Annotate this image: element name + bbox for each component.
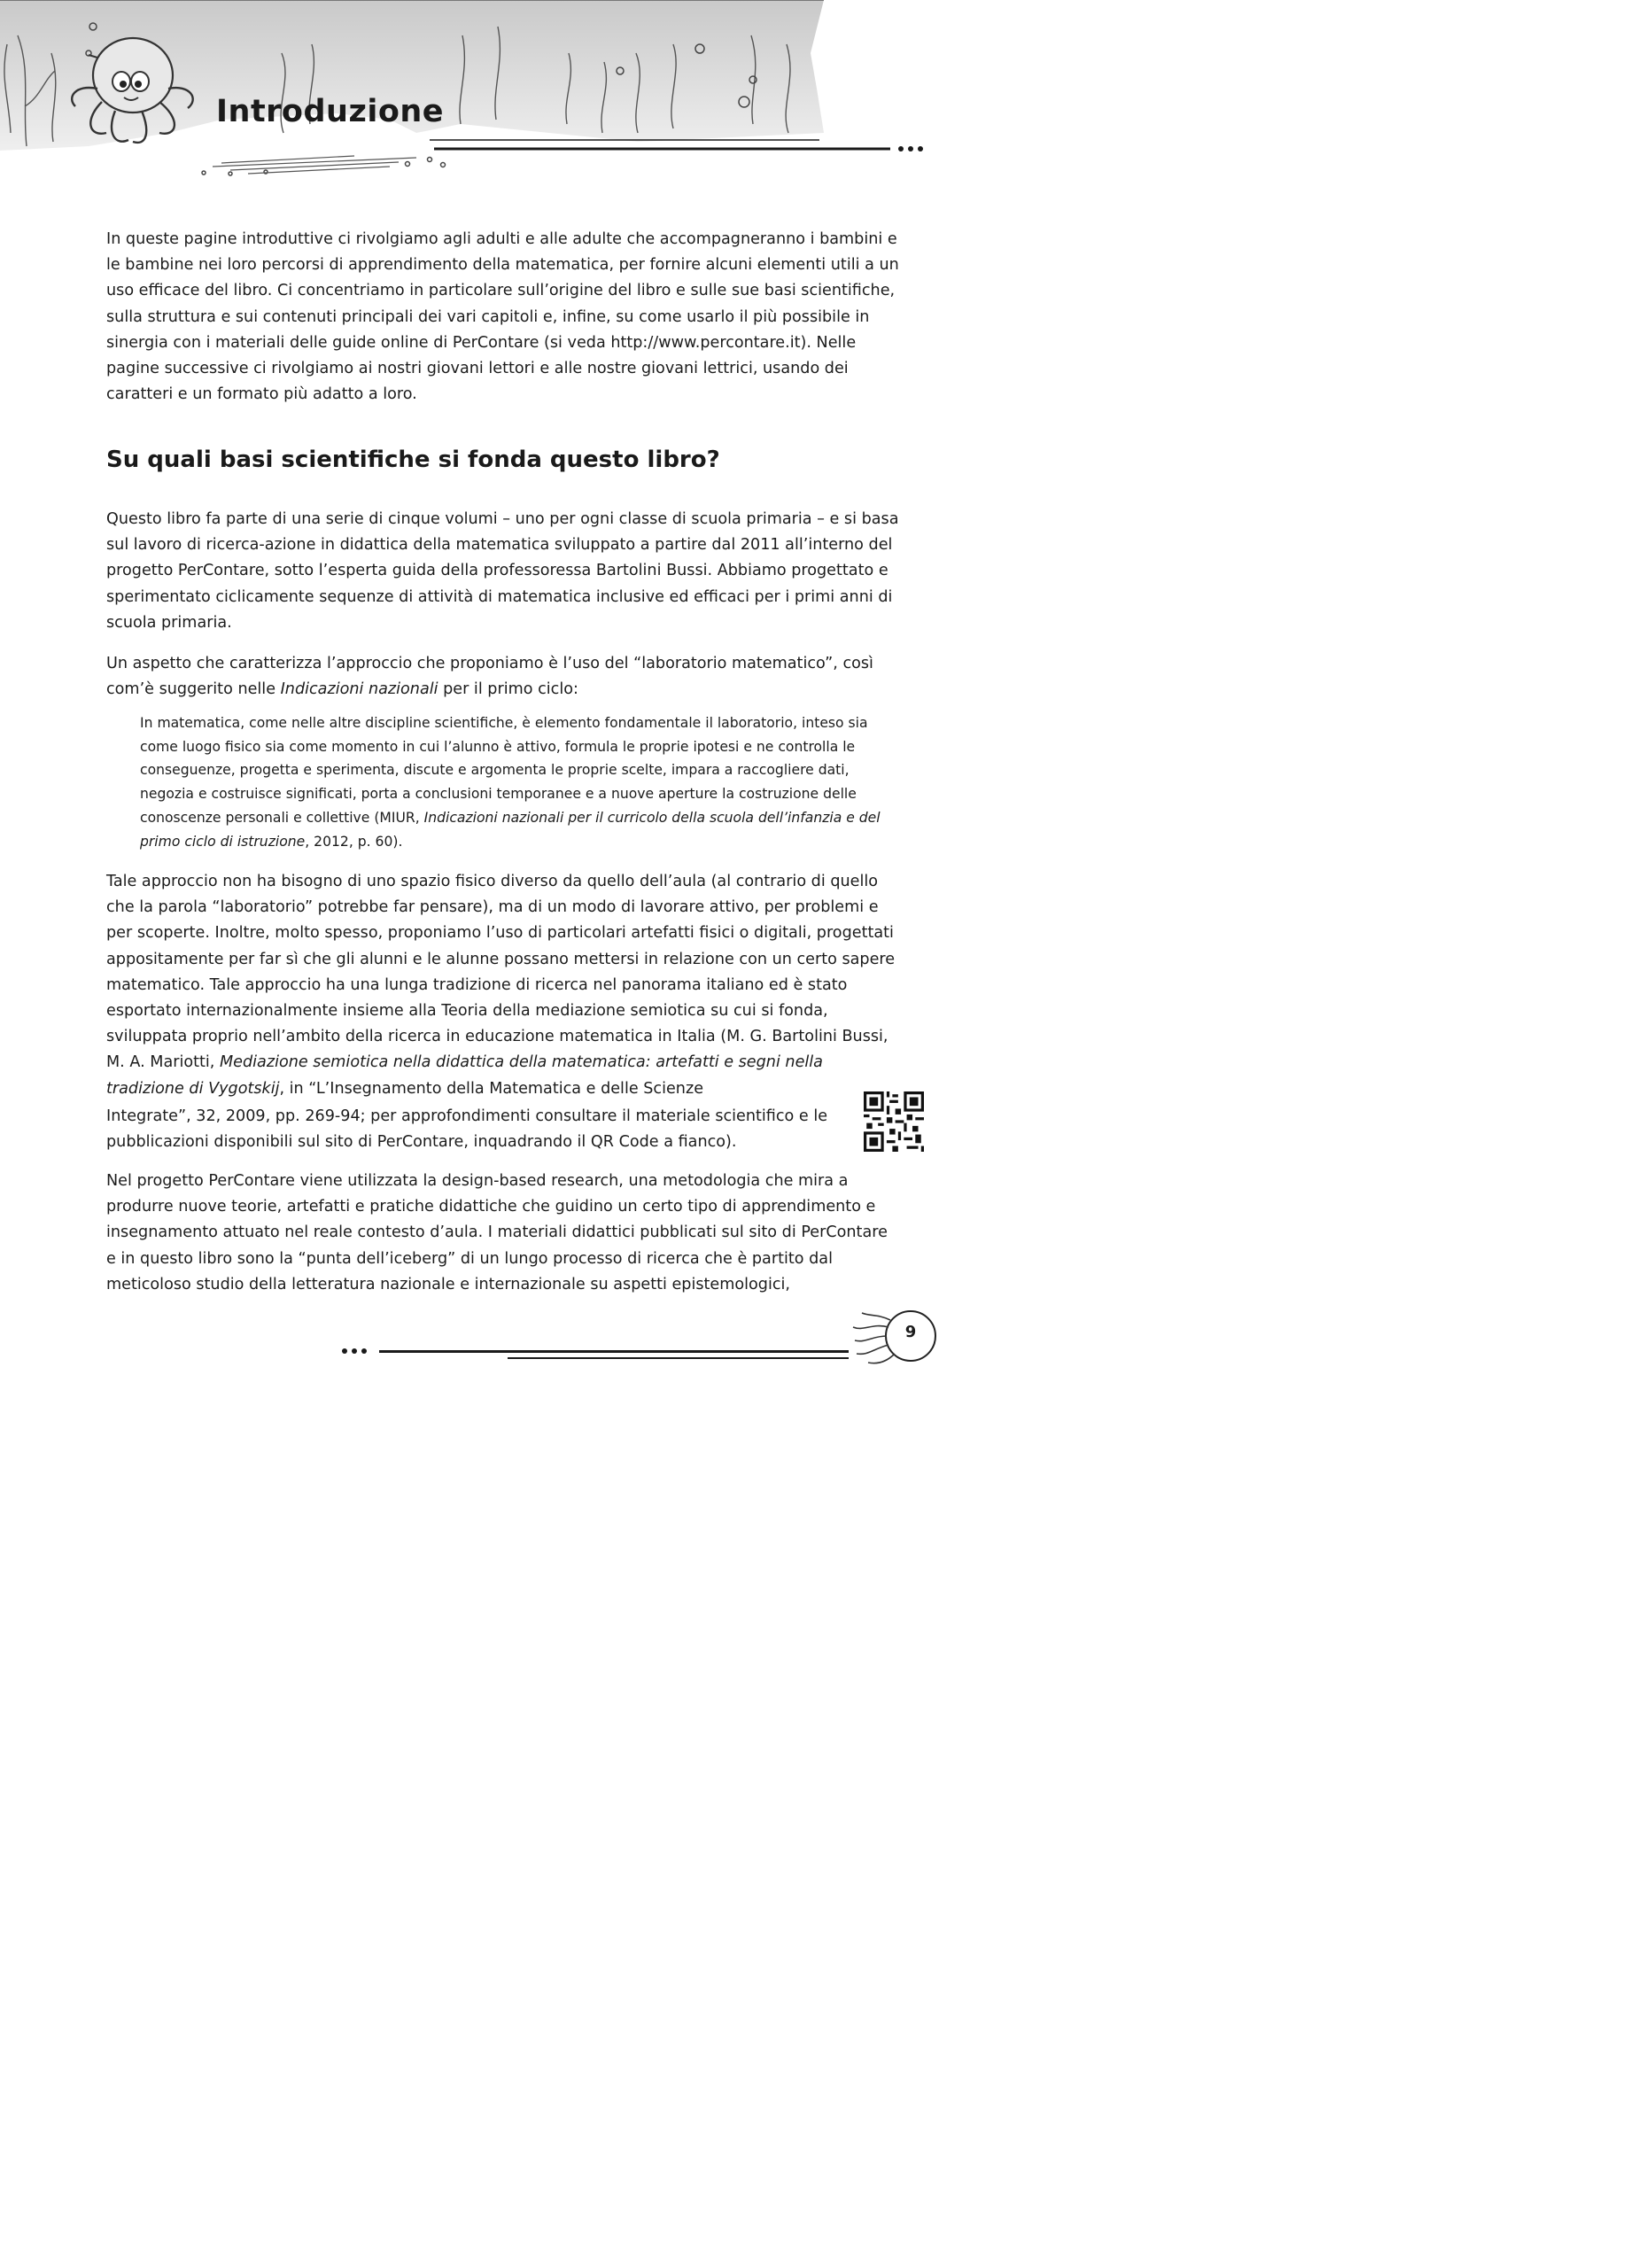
body-paragraph-3-tail: Integrate”, 32, 2009, pp. 269-94; per approfondimenti consultare il materiale scientifico e le pubblicazioni disponibili sul sito di PerContare, inquadrando il QR Code a fianco). xyxy=(106,1107,828,1152)
body-paragraph-4: Nel progetto PerContare viene utilizzata la design-based research, una metodologia che mira a produrre nuove teorie, artefatti e pratiche didattiche che guidino un certo tipo di apprendimento e insegnamento attuato nel reale contesto d’aula. I materiali didattici pubblicati sul sito di PerContare e in questo libro sono la “punta dell’iceberg” di un lungo processo di ricerca che è partito dal meticoloso studio della letteratura nazionale e internazionale su aspetti epistemologici, xyxy=(106,1172,888,1293)
quote-text-end: , 2012, p. 60). xyxy=(305,833,403,850)
p2-text-end: per il primo ciclo: xyxy=(438,680,578,699)
chapter-title: Introduzione xyxy=(216,94,445,129)
p3-text-mid: , in “L’Insegnamento della Matematica e delle Scienze xyxy=(279,1079,704,1098)
intro-paragraph: In queste pagine introduttive ci rivolgiamo agli adulti e alle adulte che accompagneranno i bambini e le bambine nei loro percorsi di apprendimento della matematica, per fornire alcuni elementi utili a un uso efficace del libro. Ci concentriamo in particolare sull’origine del libro e sulle sue basi scientifiche, sulla struttura e sui contenuti principali dei vari capitoli e, infine, su come usarlo il più possibile in sinergia con i materiali delle guide online di PerContare (si veda http://www.percontare.it). Nelle pagine successive ci rivolgiamo ai nostri giovani lettori e alle nostre giovani lettrici, usando dei caratteri e un formato più adatto a loro. xyxy=(106,230,899,404)
body-paragraph-1: Questo libro fa parte di una serie di cinque volumi – uno per ogni classe di scuola primaria – e si basa sul lavoro di ricerca-azione in didattica della matematica sviluppato a partire dal 2011 all’interno del progetto PerContare, sotto l’esperta guida della professoressa Bartolini Bussi. Abbiamo progettato e sperimentato ciclicamente sequenze di attività di matematica inclusive ed efficaci per i primi anni di scuola primaria. xyxy=(106,510,899,632)
block-quote xyxy=(140,711,902,853)
p3-italic: Mediazione semiotica nella didattica della matematica: artefatti e segni nella tradizione di Vygotskij xyxy=(106,1053,823,1098)
footer-rule-secondary xyxy=(508,1357,849,1359)
p2-italic: Indicazioni nazionali xyxy=(280,680,438,699)
section-heading: Su quali basi scientifiche si fonda questo libro? xyxy=(106,447,720,473)
p3-text: Tale approccio non ha bisogno di uno spazio fisico diverso da quello dell’aula (al contrario di quello che la parola “laboratorio” potrebbe far pensare), ma di un modo di lavorare attivo, per problemi e per scoperte. Inoltre, molto spesso, proponiamo l’uso di particolari artefatti fisici o digitali, progettati appositamente per far sì che gli alunni e le alunne possano mettersi in relazione con un certo sapere matematico. Tale approccio ha una lunga tradizione di ricerca nel panorama italiano ed è stato esportato internazionalmente insieme alla Teoria della mediazione semiotica su cui si fonda, sviluppata proprio nell’ambito della ricerca in educazione matematica in Italia (M. G. Bartolini Bussi, M. A. Mariotti, xyxy=(106,873,896,1072)
quote-text: In matematica, come nelle altre discipline scientifiche, è elemento fondamentale il laboratorio, inteso sia come luogo fisico sia come momento in cui l’alunno è attivo, formula le proprie ipotesi e ne controlla le conseguenze, progetta e sperimenta, discute e argomenta le proprie scelte, impara a raccogliere dati, negozia e costruisce significati, porta a conclusioni temporanee e a nuove aperture la costruzione delle conoscenze personali e collettive (MIUR, xyxy=(140,715,868,826)
quote-italic: Indicazioni nazionali per il curricolo della scuola dell’infanzia e del primo ciclo di istruzione xyxy=(140,809,881,850)
qr-code-icon[interactable] xyxy=(864,1091,924,1152)
page-number: 9 xyxy=(904,1323,917,1341)
octopus-footer-icon xyxy=(846,1301,943,1371)
footer-dots-icon xyxy=(339,1345,375,1357)
body-paragraph-3 xyxy=(106,869,899,1102)
body-paragraph-2 xyxy=(106,651,899,703)
footer-rule xyxy=(379,1350,849,1353)
p2-text: Un aspetto che caratterizza l’approccio che proponiamo è l’uso del “laboratorio matematico”, così com’è suggerito nelle xyxy=(106,655,873,699)
seabed-banner-illustration xyxy=(0,0,1002,177)
